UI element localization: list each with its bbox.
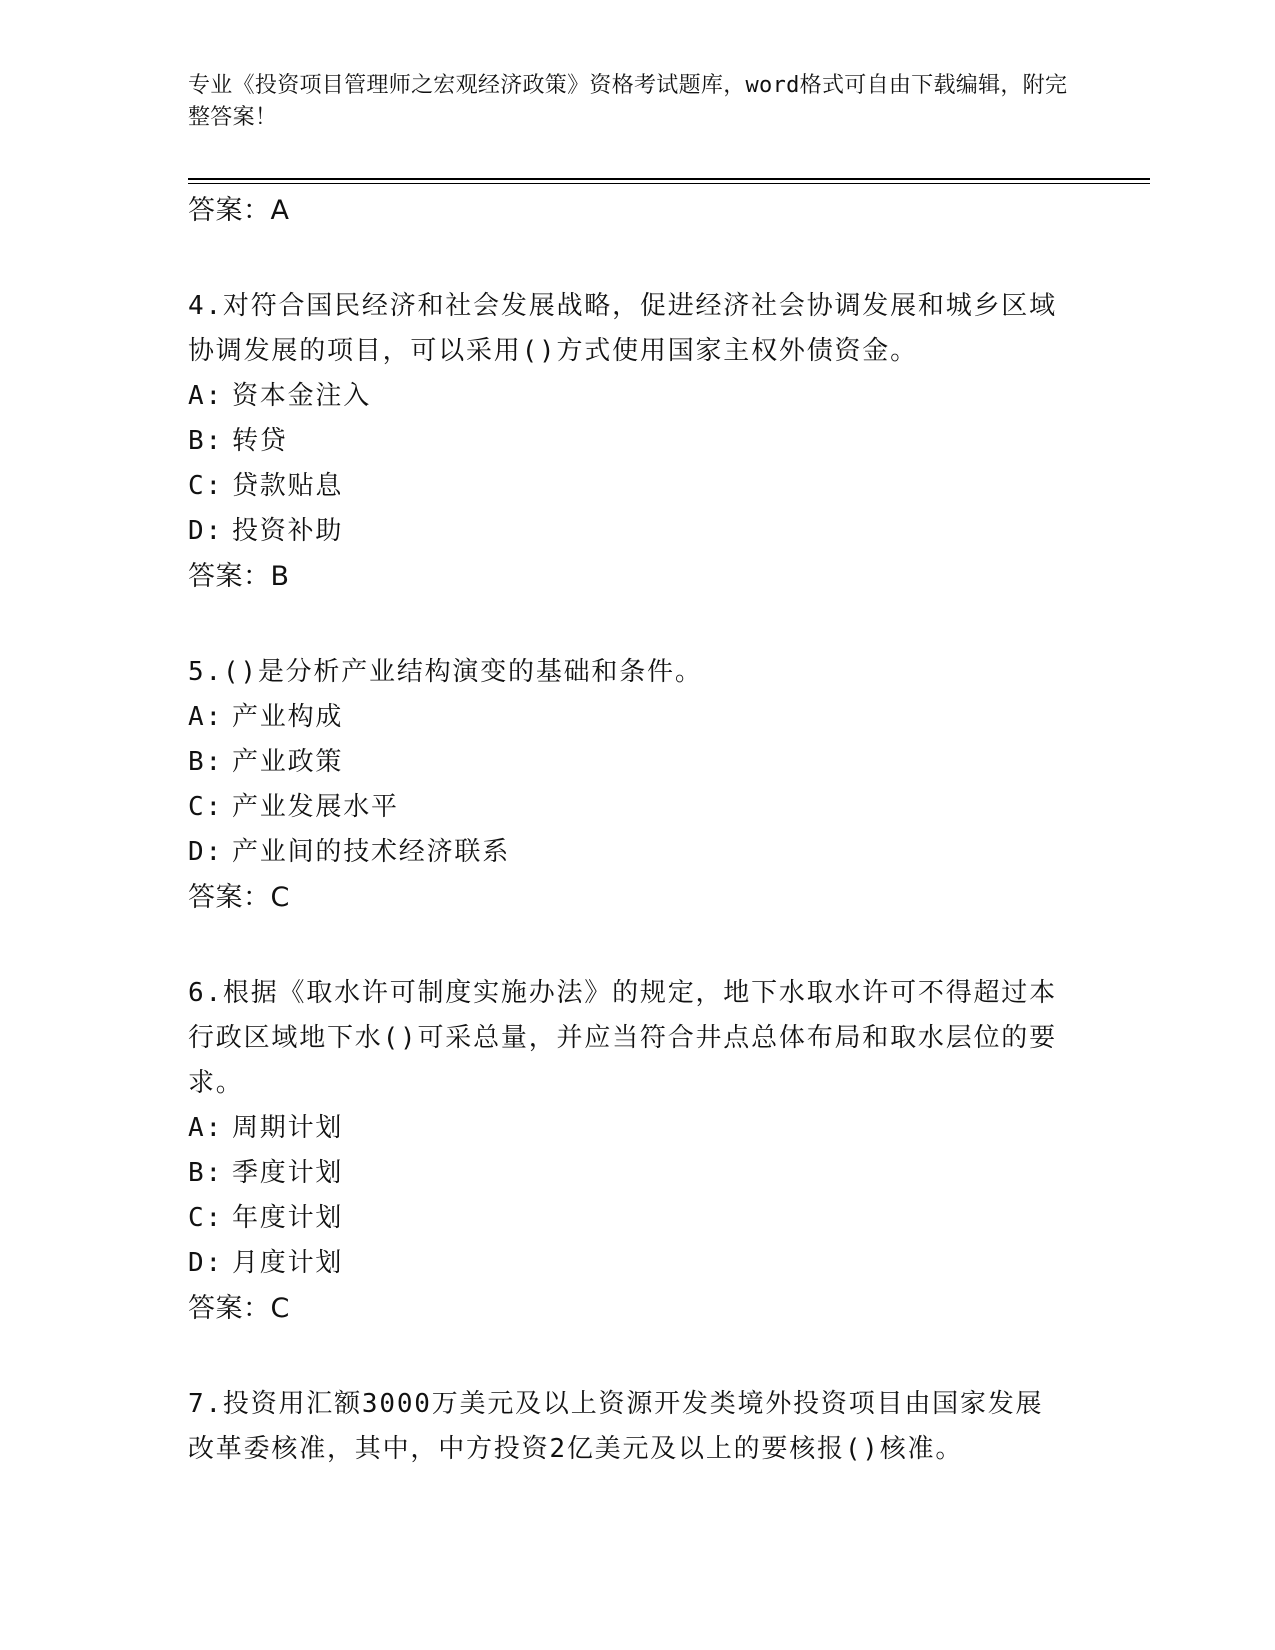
question-6: 6.根据《取水许可制度实施办法》的规定，地下水取水许可不得超过本行政区域地下水()可采总量，并应当符合井点总体布局和取水层位的要求。 <box>188 978 1057 1098</box>
option-b: B: 转贷 <box>188 426 288 456</box>
option-b: B: 产业政策 <box>188 747 344 777</box>
option-a: A: 资本金注入 <box>188 381 372 411</box>
answer-value: C <box>270 882 290 913</box>
option-a: A: 产业构成 <box>188 702 344 732</box>
question-4: 4.对符合国民经济和社会发展战略，促进经济社会协调发展和城乡区域协调发展的项目，可以采用()方式使用国家主权外债资金。 <box>188 291 1057 366</box>
answer-line: 答案：B <box>188 561 290 592</box>
answer-line: 答案：A <box>188 195 290 226</box>
answer-value: C <box>270 1293 290 1324</box>
header-divider-thin <box>188 183 1150 184</box>
answer-value: A <box>270 195 290 226</box>
option-b: B: 季度计划 <box>188 1158 344 1188</box>
option-c: C: 年度计划 <box>188 1203 344 1233</box>
option-a: A: 周期计划 <box>188 1113 344 1143</box>
document-body <box>188 188 1068 1472</box>
header-divider <box>188 178 1150 180</box>
option-c: C: 产业发展水平 <box>188 792 399 822</box>
answer-value: B <box>270 561 290 592</box>
document-header: 专业《投资项目管理师之宏观经济政策》资格考试题库，word格式可自由下载编辑，附完整答案！ <box>188 73 1068 130</box>
option-d: D: 月度计划 <box>188 1248 344 1278</box>
question-7: 7.投资用汇额3000万美元及以上资源开发类境外投资项目由国家发展改革委核准，其中，中方投资2亿美元及以上的要核报()核准。 <box>188 1389 1044 1464</box>
answer-line: 答案：C <box>188 882 290 913</box>
option-c: C: 贷款贴息 <box>188 471 344 501</box>
option-d: D: 产业间的技术经济联系 <box>188 837 511 867</box>
option-d: D: 投资补助 <box>188 516 344 546</box>
question-5: 5.()是分析产业结构演变的基础和条件。 <box>188 657 703 687</box>
answer-line: 答案：C <box>188 1293 290 1324</box>
